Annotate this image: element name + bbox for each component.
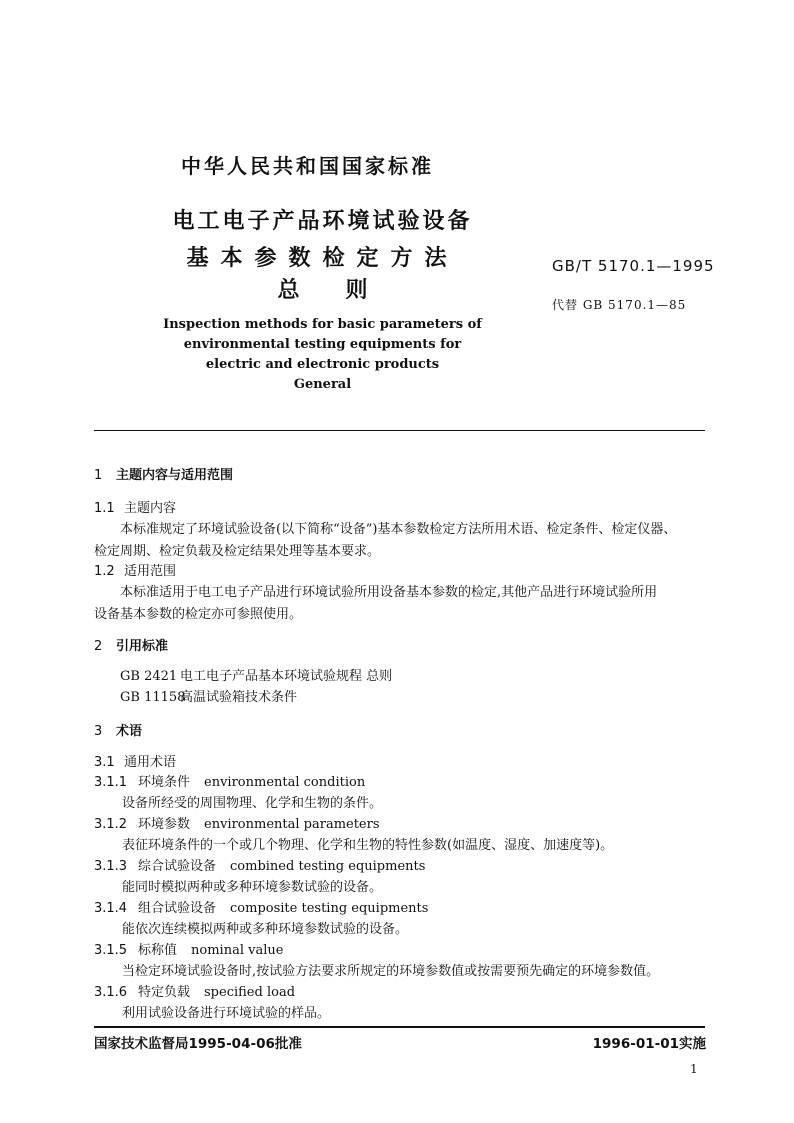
term-en: combined testing equipments — [230, 859, 426, 874]
term-definition: 能依次连续模拟两种或多种环境参数试验的设备。 — [122, 922, 409, 937]
paragraph-line: 设备基本参数的检定亦可参照使用。 — [94, 607, 303, 622]
page-number: 1 — [690, 1062, 698, 1076]
english-title-line: environmental testing equipments for — [183, 337, 462, 352]
term-definition: 利用试验设备进行环境试验的样品。 — [122, 1006, 331, 1021]
english-title-line: General — [293, 377, 352, 392]
replaces-note: 代替 GB 5170.1—85 — [552, 298, 687, 312]
approval-date: 国家技术监督局1995-04-06批准 — [94, 1036, 302, 1052]
term-definition: 表征环境条件的一个或几个物理、化学和生物的特性参数(如温度、湿度、加速度等)。 — [122, 838, 614, 853]
english-title — [0, 315, 645, 395]
standard-number: GB/T 5170.1—1995 — [552, 257, 715, 275]
term-definition: 当检定环境试验设备时,按试验方法要求所规定的环境参数值或按需要预先确定的环境参数值。 — [122, 964, 660, 979]
title-line-2: 基本参数检定方法 — [186, 246, 459, 271]
term-en: nominal value — [191, 943, 284, 958]
paragraph-line: 检定周期、检定负载及检定结果处理等基本要求。 — [94, 544, 381, 559]
term-heading: 3.1.6 特定负载 specified load — [94, 985, 296, 1000]
reference-code: GB 11158 — [120, 690, 186, 705]
term-cn: 环境参数 — [138, 817, 191, 832]
national-standard-heading: 中华人民共和国国家标准 — [181, 154, 434, 178]
section-2-heading: 2 引用标准 — [94, 639, 169, 654]
header-divider — [94, 430, 705, 431]
english-title-line: electric and electronic products — [205, 357, 440, 372]
term-heading: 3.1.4 组合试验设备 composite testing equipments — [94, 901, 429, 916]
reference-title: 高温试验箱技术条件 — [180, 690, 298, 705]
term-heading: 3.1.2 环境参数 environmental parameters — [94, 817, 380, 832]
term-definition: 能同时模拟两种或多种环境参数试验的设备。 — [122, 880, 383, 895]
term-en: environmental parameters — [204, 817, 380, 832]
term-cn: 标称值 — [138, 943, 178, 958]
term-heading: 3.1.3 综合试验设备 combined testing equipments — [94, 859, 426, 874]
section-3-1-heading: 3.1 通用术语 — [94, 755, 177, 770]
reference-item — [120, 665, 392, 684]
section-1-heading: 1 主题内容与适用范围 — [94, 468, 234, 483]
term-heading: 3.1.1 环境条件 environmental condition — [94, 775, 366, 790]
term-cn: 组合试验设备 — [138, 901, 217, 916]
title-line-1: 电工电子产品环境试验设备 — [172, 209, 473, 234]
paragraph-line: 本标准规定了环境试验设备(以下简称“设备”)基本参数检定方法所用术语、检定条件、检定仪器、 — [120, 522, 677, 537]
reference-title: 电工电子产品基本环境试验规程 总则 — [180, 669, 393, 684]
section-3-heading: 3 术语 — [94, 724, 143, 739]
term-en: environmental condition — [204, 775, 366, 790]
term-cn: 综合试验设备 — [138, 859, 217, 874]
title-line-3 — [0, 273, 645, 304]
english-title-line: Inspection methods for basic parameters of — [163, 317, 482, 332]
title-line-3-part-b: 则 — [345, 278, 368, 303]
term-en: composite testing equipments — [230, 901, 429, 916]
title-line-3-part-a: 总 — [277, 278, 300, 303]
footer-divider — [94, 1026, 705, 1028]
term-definition: 设备所经受的周围物理、化学和生物的条件。 — [122, 796, 383, 811]
reference-item — [120, 686, 297, 705]
section-1-1-heading: 1.1 主题内容 — [94, 501, 177, 516]
term-cn: 环境条件 — [138, 775, 191, 790]
implementation-date: 1996-01-01实施 — [592, 1036, 706, 1052]
term-cn: 特定负载 — [138, 985, 191, 1000]
term-heading: 3.1.5 标称值 nominal value — [94, 943, 284, 958]
reference-code: GB 2421 — [120, 669, 178, 684]
section-1-2-heading: 1.2 适用范围 — [94, 564, 177, 579]
paragraph-line: 本标准适用于电工电子产品进行环境试验所用设备基本参数的检定,其他产品进行环境试验所用 — [120, 585, 658, 600]
term-en: specified load — [204, 985, 296, 1000]
